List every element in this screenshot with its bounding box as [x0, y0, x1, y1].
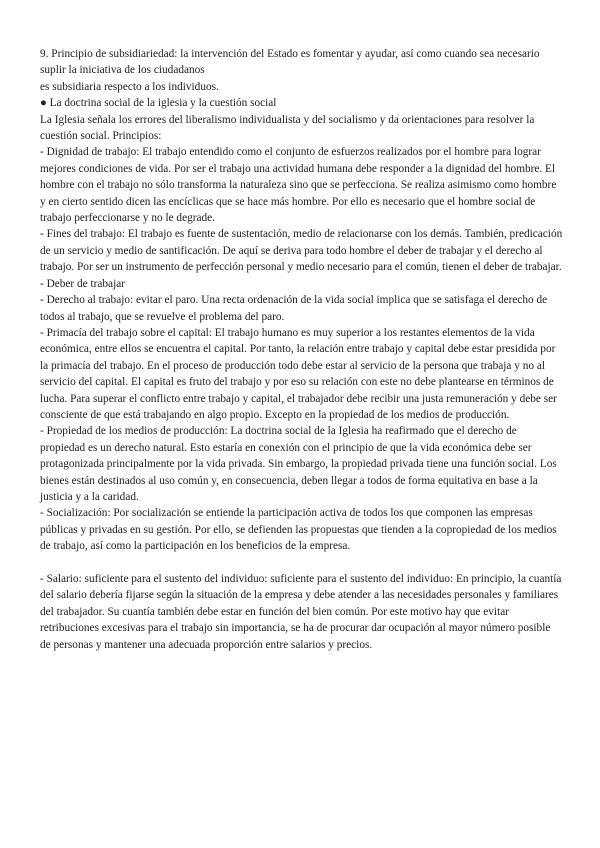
paragraph-spacer [40, 555, 563, 571]
paragraph-salary: - Salario: suficiente para el sustento del individuo: suficiente para el sustento del individuo: En principio, la cuantía del salario debería fijarse según la situación de la empresa y debe atender a las necesidades personales y familiares del trabajador. Su cuantía también debe estar en función del bien común. Por este motivo hay que evitar retribuciones excesivas para el trabajo sin importancia, se ha de procurar dar ocupación al mayor número posible de personas y mantener una adecuada proporción entre salarios y precios. [40, 572, 562, 651]
paragraph-duty-to-work: - Deber de trabajar [40, 277, 125, 290]
section-heading-social-doctrine: ● La doctrina social de la iglesia y la cuestión social [40, 97, 277, 110]
paragraph-right-to-work: - Derecho al trabajo: evitar el paro. Una recta ordenación de la vida social implica que se satisfaga el derecho de todos al trabajo, que se revuelve el problema del paro. [40, 294, 548, 323]
paragraph-ownership-of-means: - Propiedad de los medios de producción: La doctrina social de la Iglesia ha reafirmado que el derecho de propiedad es un derecho natural. Esto estaría en conexión con el principio de que la vida económica debe ser protagonizada principalmente por la vida privada. Sin embargo, la propiedad privada tiene una función social. Los bienes están destinados al uso común y, en consecuencia, deben llegar a todos de forma equitativa en base a la justicia y a la caridad. [40, 425, 557, 503]
paragraph-dignity-of-work: - Dignidad de trabajo: El trabajo entendido como el conjunto de esfuerzos realizados por el hombre para lograr mejores condiciones de vida. Por ser el trabajo una actividad humana debe responder a la dignidad del hombre. El hombre con el trabajo no sólo transforma la naturaleza sino que se perfecciona. Se realiza asimismo como hombre y en cierto sentido dicen las encíclicas que se hace más hombre. Por ello es necesario que el hombre social de trabajo perfeccionarse y no le degrade. [40, 146, 557, 225]
document-body [40, 46, 563, 653]
paragraph-church-introduction: La Iglesia señala los errores del liberalismo individualista y del socialismo y da orientaciones para resolver la cuestión social. Principios: [40, 113, 535, 143]
paragraph-subsidiarity-principle: 9. Principio de subsidiariedad: la intervención del Estado es fomentar y ayudar, así como cuando sea necesario suplir la iniciativa de los ciudadanos [40, 48, 540, 77]
paragraph-subsidiarity-continuation: es subsidiaria respecto a los individuos. [40, 80, 219, 93]
paragraph-primacy-of-work: - Primacía del trabajo sobre el capital: El trabajo humano es muy superior a los restantes elementos de la vida económica, entre ellos se encuentra el capital. Por tanto, la relación entre trabajo y capital debe estar presidida por la primacía del trabajo. En el proceso de producción todo debe estar al servicio de la persona que trabaja y no al servicio del capital. El capital es fruto del trabajo y por eso su relación con este no debe plantearse en términos de lucha. Para superar el conflicto entre trabajo y capital, el trabajador debe recibir una justa remuneración y debe ser consciente de que está trabajando en algo propio. Excepto en la propiedad de los medios de producción. [40, 326, 557, 421]
paragraph-purposes-of-work: - Fines del trabajo: El trabajo es fuente de sustentación, medio de relacionarse con los demás. También, predicación de un servicio y medio de santificación. De aquí se deriva para todo hombre el deber de trabajar y el derecho al trabajo. Por ser un instrumento de perfección personal y medio necesario para el común, tienen el deber de trabajar. [40, 228, 563, 274]
paragraph-socialization: - Socialización: Por socialización se entiende la participación activa de todos los que componen las empresas públicas y privadas en su gestión. Por ello, se defienden las propuestas que tienden a la copropiedad de los medios de trabajo, así como la participación en los beneficios de la empresa. [40, 507, 557, 553]
